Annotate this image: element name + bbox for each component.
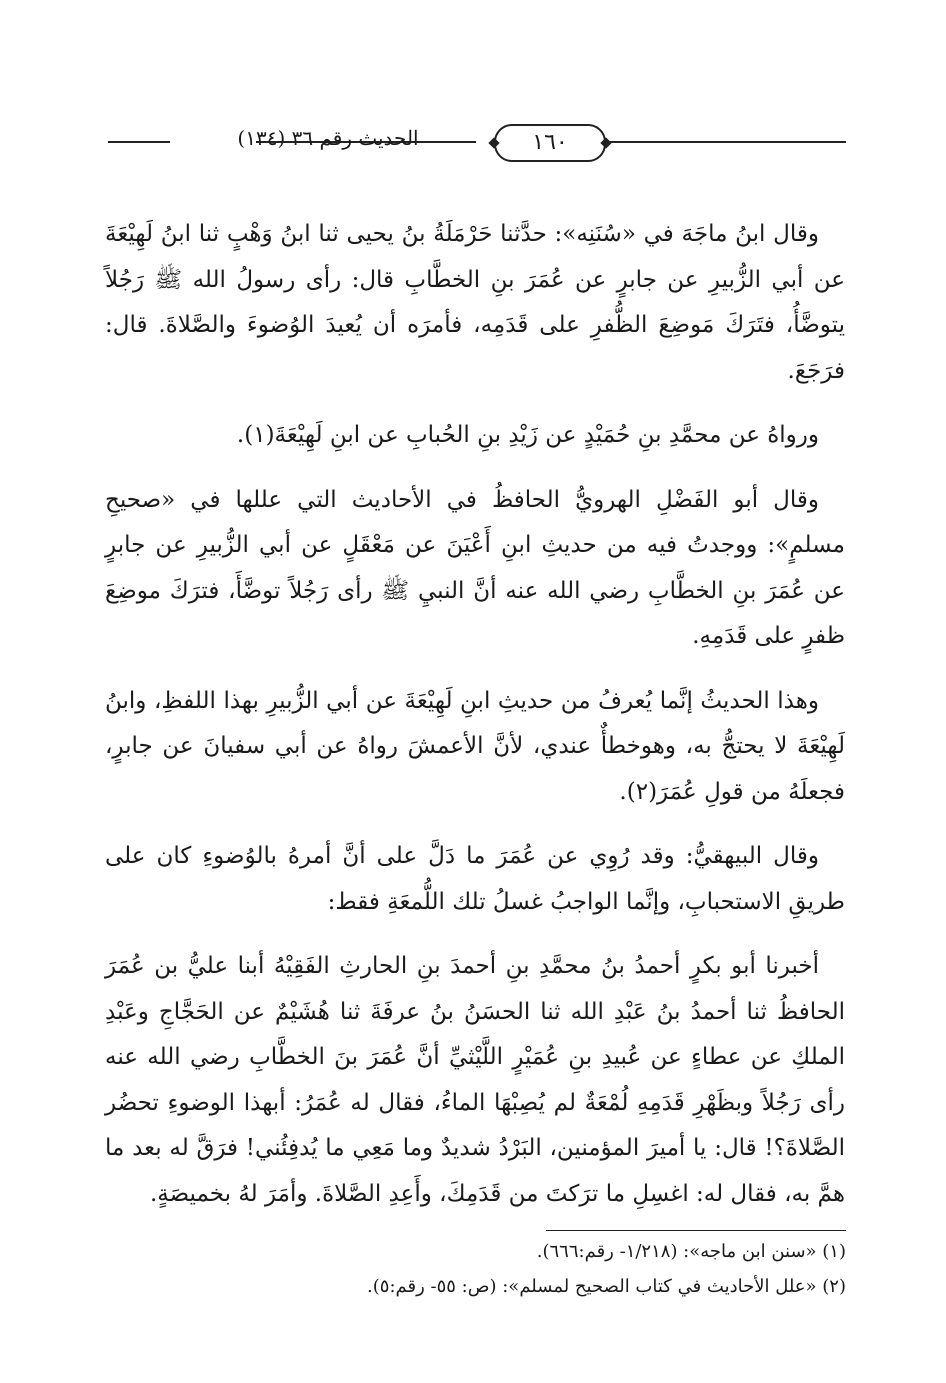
paragraph-4: وهذا الحديثُ إنَّما يُعرفُ من حديثِ ابنِ لَهِيْعَةَ عن أبي الزُّبيرِ بهذا اللفظِ، وابنُ لَهِيْعَةَ لا يحتجُّ به، وهوخطأٌ عندي، لأنَّ الأعمشَ رواهُ عن أبي سفيانَ عن جابرٍ، فجعلَهُ من قولِ عُمَرَ(٢). <box>105 687 845 805</box>
running-title: الحديث رقم ٣٦ (١٣٤) <box>237 126 419 150</box>
main-text <box>105 212 845 1236</box>
footnote-1: (١) «سنن ابن ماجه»: (١/٢١٨- رقم:٦٦٦). <box>536 1241 846 1262</box>
page-number-badge <box>494 124 606 162</box>
page-header <box>108 122 846 162</box>
ornament-diamond-icon <box>488 137 499 148</box>
page-number: ١٦٠ <box>532 130 568 155</box>
header-rule-right <box>608 141 846 143</box>
ornament-diamond-icon <box>600 137 611 148</box>
paragraph-1: وقال ابنُ ماجَهَ في «سُنَنِه»: حدَّثنا حَرْمَلَةُ بنُ يحيى ثنا ابنُ وَهْبٍ ثنا ابنُ لَهِيْعَةَ عن أبي الزُّبيرِ عن جابرٍ عن عُمَرَ بنِ الخطَّابِ قال: رأى رسولُ الله ﷺ رَجُلاً يتوضَّأُ، فتَرَكَ مَوضِعَ الظُّفرِ على قَدَمِه، فأمرَه أن يُعيدَ الوُضوءَ والصَّلاةَ. قال: فرَجَعَ. <box>105 221 845 384</box>
header-rule-left <box>108 141 170 143</box>
paragraph-5: وقال البيهقيُّ: وقد رُوِي عن عُمَرَ ما دَلَّ على أنَّ أمرهُ بالوُضوءِ كان على طريقِ الاستحبابِ، وإنَّما الواجبُ غسلُ تلك اللُّمعَةِ فقط: <box>105 843 845 915</box>
paragraph-2: ورواهُ عن محمَّدِ بنِ حُمَيْدٍ عن زَيْدِ بنِ الحُبابِ عن ابنِ لَهِيْعَةَ(١). <box>236 422 819 448</box>
footnotes <box>106 1234 846 1304</box>
paragraph-6: أخبرنا أبو بكرٍ أحمدُ بنُ محمَّدِ بنِ أحمدَ بنِ الحارثِ الفَقِيْهُ أبنا عليُّ بن عُمَرَ الحافظُ ثنا أحمدُ بنُ عَبْدِ الله ثنا الحسَنُ بنُ عرفَةَ ثنا هُشَيْمٌ عن الحَجَّاجِ وعَبْدِ الملكِ عن عطاءٍ عن عُبيدِ بنِ عُمَيْرٍ اللَّيْثيِّ أنَّ عُمَرَ بنَ الخطَّابِ رضي الله عنه رأى رَجُلاً وبظَهْرِ قَدَمِهِ لُمْعَةٌ لم يُصِبْهَا الماءُ، فقال له عُمَرُ: أبهذا الوضوءِ تحضُر الصَّلاةَ؟! قال: يا أميرَ المؤمنين، البَرْدُ شديدٌ وما مَعِي ما يُدفِئُني! فرَقَّ له بعد ما همَّ به، فقال له: اغسِلِ ما ترَكتَ من قَدَمِكَ، وأَعِدِ الصَّلاةَ. وأمَرَ لهُ بخميصَةٍ. <box>105 953 845 1207</box>
footnote-2: (٢) «علل الأحاديث في كتاب الصحيح لمسلم»: (ص: ٥٥- رقم:٥). <box>367 1276 846 1297</box>
paragraph-3: وقال أبو الفَضْلِ الهرويُّ الحافظُ في الأحاديث التي عللها في «صحيحِ مسلمٍ»: ووجدتُ فيه من حديثِ ابنِ أَعْيَنَ عن مَعْقَلٍ عن أبي الزُّبيرِ عن جابرٍ عن عُمَرَ بنِ الخطَّابِ رضي الله عنه أنَّ النبيِ ﷺ رأى رَجُلاً توضَّأَ، فترَكَ موضِعَ ظفرٍ على قَدَمِهِ. <box>105 486 845 649</box>
footnote-divider <box>546 1230 846 1231</box>
